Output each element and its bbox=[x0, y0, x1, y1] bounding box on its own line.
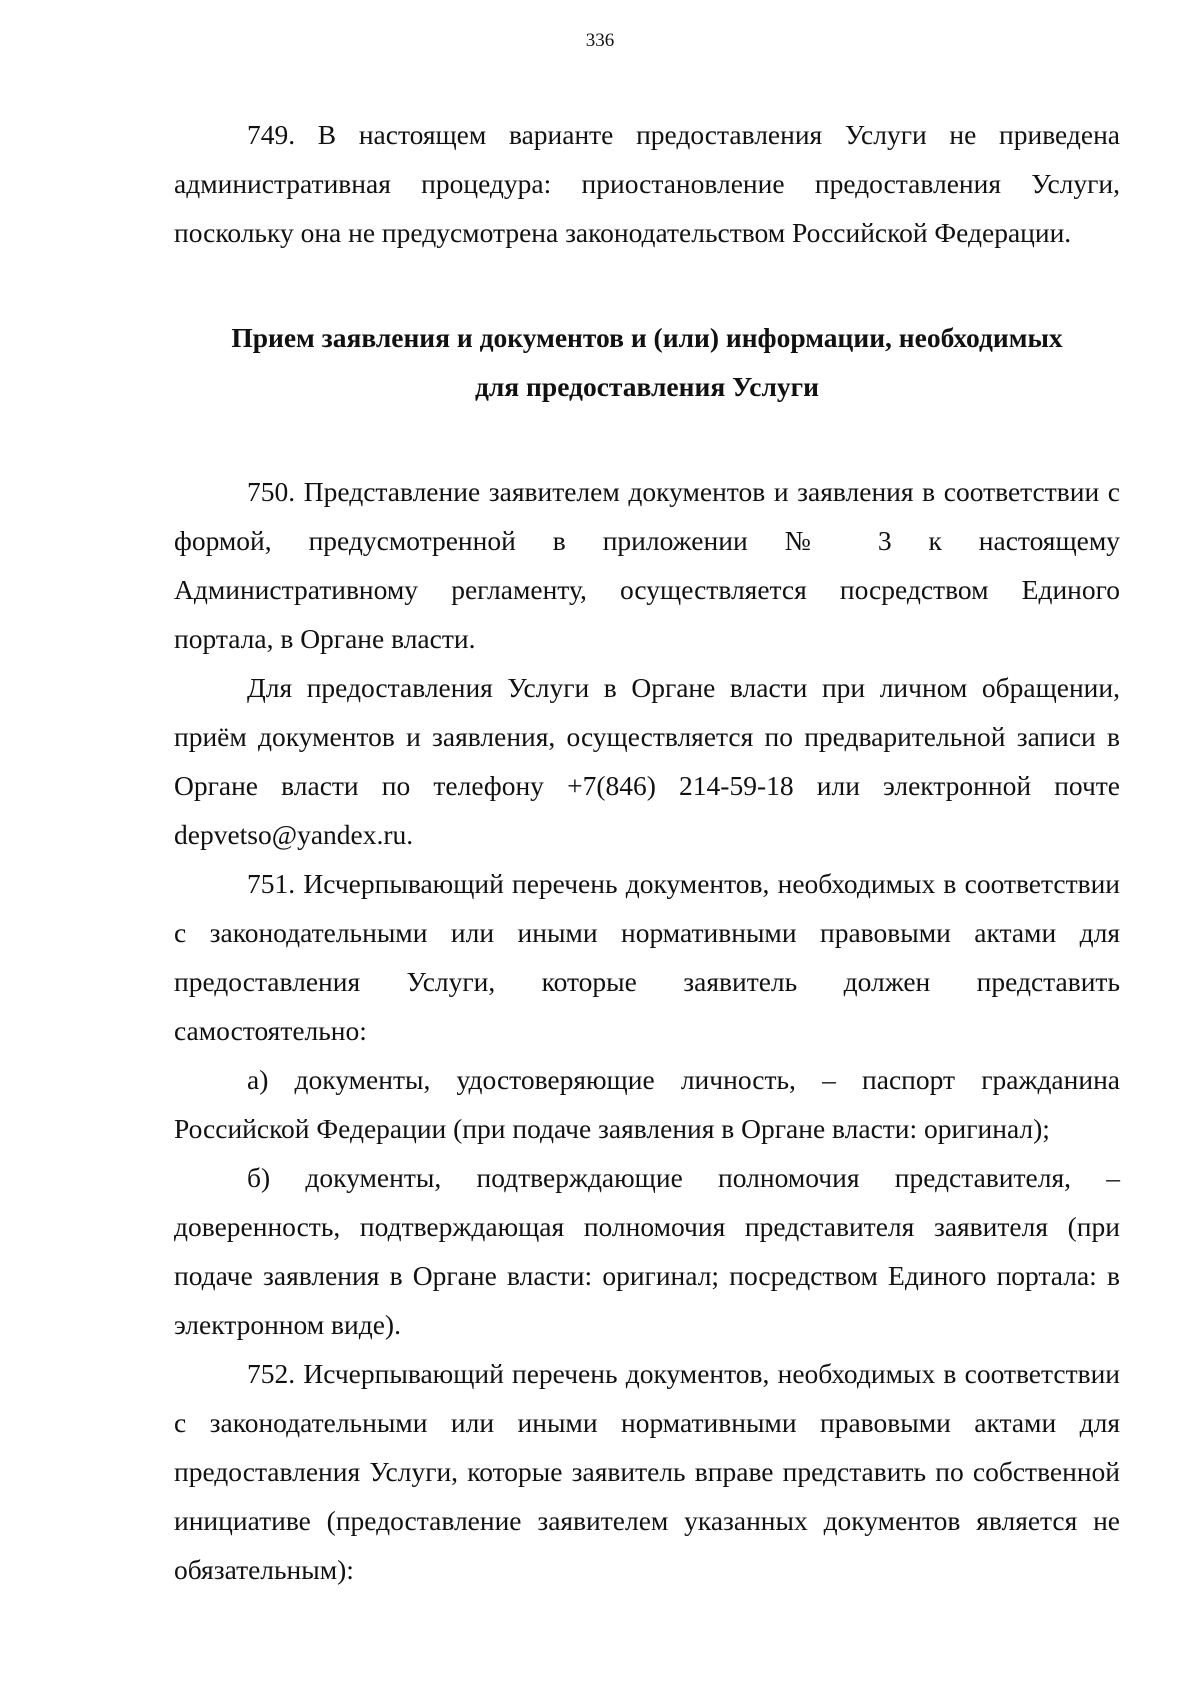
section-heading bbox=[174, 313, 1120, 411]
page-number: 336 bbox=[585, 30, 615, 51]
section-heading-line-1: Прием заявления и документов и (или) информации, необходимых bbox=[231, 322, 1063, 353]
paragraph-752: 752. Исчерпывающий перечень документов, необходимых в соответствии с законодательными или иными нормативными правовыми актами для предоставления Услуги, которые заявитель вправе представить по собственной инициативе (предоставление заявителем указанных документов является не обязательным): bbox=[174, 1358, 1120, 1585]
paragraph-750-contact: Для предоставления Услуги в Органе власти при личном обращении, приём документов и заявления, осуществляется по предварительной записи в Органе власти по телефону +7(846) 214-59-18 или электронной почте depvetso@yandex.ru. bbox=[174, 672, 1120, 850]
paragraph-751-item-a: а) документы, удостоверяющие личность, – паспорт гражданина Российской Федерации (при подаче заявления в Органе власти: оригинал); bbox=[174, 1064, 1120, 1144]
document-body bbox=[174, 110, 1120, 1594]
paragraph-751: 751. Исчерпывающий перечень документов, необходимых в соответствии с законодательными или иными нормативными правовыми актами для предоставления Услуги, которые заявитель должен представить самостоятельно: bbox=[174, 868, 1120, 1046]
paragraph-749: 749. В настоящем варианте предоставления Услуги не приведена административная процедура: приостановление предоставления Услуги, поскольку она не предусмотрена законодательством Российской Федерации. bbox=[174, 119, 1120, 248]
paragraph-750: 750. Представление заявителем документов и заявления в соответствии с формой, предусмотренной в приложении № 3 к настоящему Административному регламенту, осуществляется посредством Единого портала, в Органе власти. bbox=[174, 476, 1120, 654]
section-heading-line-2: для предоставления Услуги bbox=[474, 371, 820, 402]
paragraph-751-item-b: б) документы, подтверждающие полномочия представителя, – доверенность, подтверждающая полномочия представителя заявителя (при подаче заявления в Органе власти: оригинал; посредством Единого портала: в электронном виде). bbox=[174, 1162, 1120, 1340]
